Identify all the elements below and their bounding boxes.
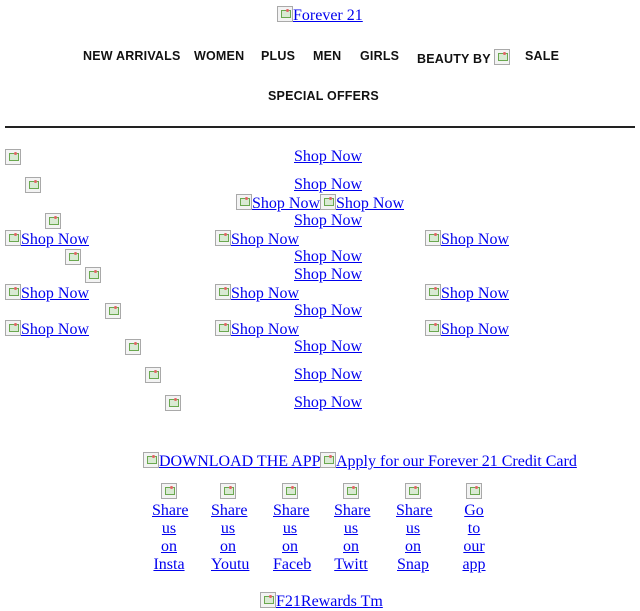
banner-image-icon <box>5 149 21 165</box>
beauty-brand-icon <box>494 49 510 65</box>
rewards-alt-text: F21Rewards Tm <box>276 593 383 610</box>
download-app-image-icon <box>143 452 159 468</box>
youtube-icon <box>220 483 236 499</box>
social-label: to <box>467 520 481 537</box>
nav-item-beauty-label: BEAUTY BY <box>417 52 491 66</box>
social-label: Insta <box>153 556 185 573</box>
shop-now-link[interactable] <box>5 320 89 339</box>
banner-image-icon <box>425 320 441 336</box>
social-label: Share <box>152 502 189 519</box>
banner-image-icon <box>45 213 61 229</box>
shop-now-link[interactable] <box>425 230 509 249</box>
share-facebook-link[interactable] <box>273 483 312 574</box>
banner-image-icon <box>425 230 441 246</box>
shop-now-link[interactable] <box>215 230 299 249</box>
shop-now-link[interactable]: Shop Now <box>294 266 363 283</box>
credit-card-label: Apply for our Forever 21 Credit Card <box>336 453 577 470</box>
shop-now-link[interactable]: Shop Now <box>294 248 363 265</box>
banner-image-icon <box>85 267 101 283</box>
social-label: on <box>282 538 298 555</box>
shop-now-link[interactable] <box>320 194 404 213</box>
shop-now-label: Shop Now <box>441 285 510 302</box>
shop-now-link[interactable]: Shop Now <box>294 148 363 165</box>
banner-image-icon <box>320 194 336 210</box>
nav-item-plus[interactable]: PLUS <box>261 49 296 63</box>
credit-card-link[interactable] <box>320 452 577 471</box>
shop-now-label: Shop Now <box>441 321 510 338</box>
social-label: Share <box>334 502 371 519</box>
header-divider <box>5 126 635 128</box>
banner-image-icon <box>215 284 231 300</box>
shop-now-label: Shop Now <box>21 321 90 338</box>
nav-item-beauty-by[interactable] <box>417 49 510 66</box>
banner-image-icon <box>105 303 121 319</box>
banner-image-icon <box>65 249 81 265</box>
shop-now-link[interactable]: Shop Now <box>294 302 363 319</box>
shop-now-label: Shop Now <box>231 231 300 248</box>
shop-now-link[interactable]: Shop Now <box>294 338 363 355</box>
share-snapchat-link[interactable] <box>396 483 433 574</box>
social-label: Go <box>464 502 484 519</box>
shop-now-label: Shop Now <box>231 321 300 338</box>
banner-image-icon <box>215 230 231 246</box>
nav-item-men[interactable]: MEN <box>313 49 342 63</box>
social-label: our <box>463 538 485 555</box>
shop-now-link[interactable]: Shop Now <box>294 176 363 193</box>
logo-image-icon <box>277 6 293 22</box>
banner-image-icon <box>236 194 252 210</box>
banner-image-icon <box>125 339 141 355</box>
shop-now-link[interactable] <box>425 284 509 303</box>
nav-item-new-arrivals[interactable]: NEW ARRIVALS <box>83 49 181 63</box>
logo-alt-text: Forever 21 <box>293 7 363 24</box>
shop-now-link[interactable] <box>215 320 299 339</box>
social-label: Snap <box>397 556 429 573</box>
snapchat-icon <box>405 483 421 499</box>
nav-item-women[interactable]: WOMEN <box>194 49 245 63</box>
download-app-label: DOWNLOAD THE APP <box>159 453 321 470</box>
social-label: Share <box>211 502 248 519</box>
share-twitter-link[interactable] <box>334 483 371 574</box>
social-label: app <box>462 556 486 573</box>
shop-now-label: Shop Now <box>441 231 510 248</box>
share-instagram-link[interactable] <box>152 483 189 574</box>
download-app-link[interactable] <box>143 452 320 471</box>
shop-now-link[interactable]: Shop Now <box>294 366 363 383</box>
shop-now-label: Shop Now <box>336 195 405 212</box>
shop-now-link[interactable]: Shop Now <box>294 394 363 411</box>
share-youtube-link[interactable] <box>211 483 250 574</box>
shop-now-label: Shop Now <box>21 285 90 302</box>
shop-now-link[interactable] <box>236 194 320 213</box>
social-label: on <box>220 538 236 555</box>
rewards-image-icon <box>260 592 276 608</box>
banner-image-icon <box>425 284 441 300</box>
social-label: on <box>405 538 421 555</box>
go-to-app-link[interactable] <box>457 483 491 574</box>
app-icon <box>466 483 482 499</box>
social-label: Twitt <box>334 556 368 573</box>
social-label: Faceb <box>273 556 312 573</box>
nav-item-sale[interactable]: SALE <box>525 49 560 63</box>
shop-now-link[interactable] <box>5 284 89 303</box>
social-label: us <box>220 520 236 537</box>
social-label: on <box>343 538 359 555</box>
banner-image-icon <box>145 367 161 383</box>
social-label: us <box>282 520 298 537</box>
social-label: us <box>343 520 359 537</box>
social-label: on <box>161 538 177 555</box>
shop-now-label: Shop Now <box>252 195 321 212</box>
social-label: Share <box>396 502 433 519</box>
logo-link[interactable] <box>277 6 363 25</box>
instagram-icon <box>161 483 177 499</box>
twitter-icon <box>343 483 359 499</box>
shop-now-link[interactable] <box>425 320 509 339</box>
nav-item-girls[interactable]: GIRLS <box>360 49 400 63</box>
shop-now-link[interactable] <box>5 230 89 249</box>
shop-now-link[interactable]: Shop Now <box>294 212 363 229</box>
banner-image-icon <box>5 230 21 246</box>
shop-now-label: Shop Now <box>231 285 300 302</box>
social-label: us <box>405 520 421 537</box>
banner-image-icon <box>165 395 181 411</box>
shop-now-link[interactable] <box>215 284 299 303</box>
banner-image-icon <box>5 320 21 336</box>
banner-image-icon <box>25 177 41 193</box>
nav-item-special-offers[interactable]: SPECIAL OFFERS <box>268 89 379 103</box>
facebook-icon <box>282 483 298 499</box>
shop-now-label: Shop Now <box>21 231 90 248</box>
credit-card-image-icon <box>320 452 336 468</box>
banner-image-icon <box>215 320 231 336</box>
banner-image-icon <box>5 284 21 300</box>
rewards-link[interactable] <box>260 592 383 611</box>
social-label: us <box>161 520 177 537</box>
social-label: Youtu <box>211 556 250 573</box>
social-label: Share <box>273 502 310 519</box>
